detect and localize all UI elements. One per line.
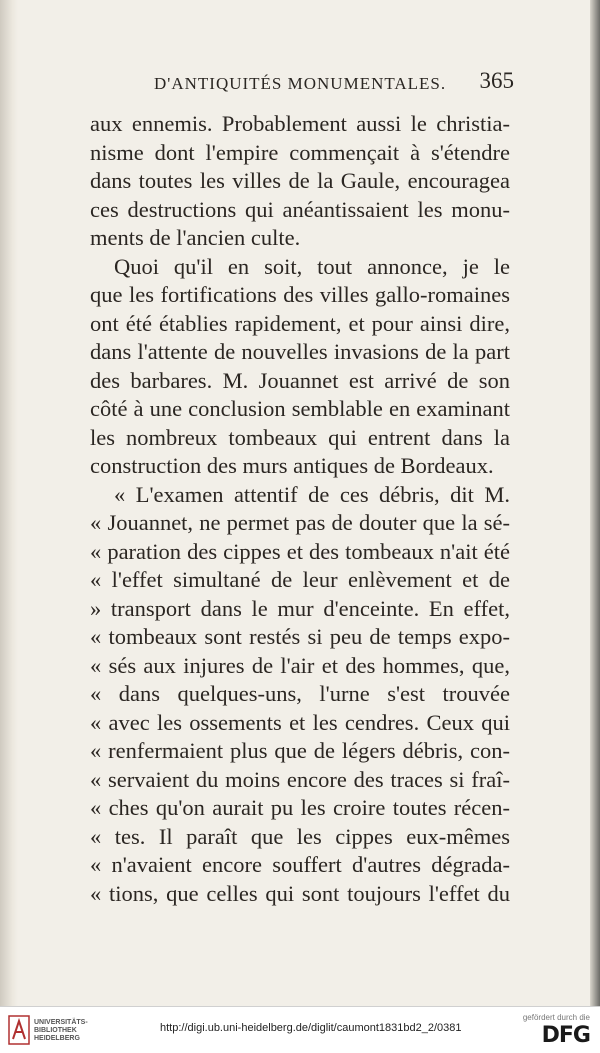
text-line: ces destructions qui anéantissaient les monu- [90, 196, 510, 222]
text-line: « sés aux injures de l'air et des hommes, que, [90, 652, 510, 678]
page-url-link[interactable]: http://digi.ub.uni-heidelberg.de/diglit/caumont1831bd2_2/0381 [160, 1022, 462, 1034]
text-line: « paration des cippes et des tombeaux n'ait été [90, 538, 510, 564]
text-line: « l'effet simultané de leur enlèvement et de [90, 567, 510, 592]
text-line: côté à une conclusion semblable en examinant [90, 396, 510, 421]
text-line: « avec les ossements et les cendres. Ceux qui [90, 709, 510, 735]
text-line: » transport dans le mur d'enceinte. En effet, [90, 595, 510, 621]
running-title: D'ANTIQUITÉS MONUMENTALES. [154, 74, 447, 93]
text-line: dans l'attente de nouvelles invasions de la part [90, 339, 510, 364]
text-line: « servaient du moins encore des traces si fraî- [90, 766, 510, 792]
text-line: que les fortifications des villes gallo-romaines [90, 282, 510, 307]
library-name: UNIVERSITÄTS- BIBLIOTHEK HEIDELBERG [34, 1019, 88, 1042]
text-line: ont été établies rapidement, et pour ainsi dire, [90, 310, 510, 336]
text-line: « tombeaux sont restés si peu de temps expo- [90, 624, 510, 649]
text-line: « tes. Il paraît que les cippes eux-mêmes [90, 823, 510, 849]
text-line: construction des murs antiques de Bordeaux. [90, 453, 494, 478]
text-line: des barbares. M. Jouannet est arrivé de son [90, 367, 510, 393]
text-line: « L'examen attentif de ces débris, dit M. [114, 481, 510, 507]
text-line: les nombreux tombeaux qui entrent dans la [90, 424, 510, 450]
text-line: nisme dont l'empire commençait à s'étendre [90, 139, 510, 165]
page-edge [590, 0, 600, 1006]
running-header [154, 68, 514, 94]
text-line: « n'avaient encore souffert d'autres dégrada- [90, 852, 510, 877]
text-line: aux ennemis. Probablement aussi le christia- [90, 111, 510, 136]
viewer-footer [0, 1006, 600, 1053]
text-line: ments de l'ancien culte. [90, 225, 301, 250]
university-logo-icon [8, 1015, 30, 1045]
text-line: « renfermaient plus que de légers débris, con- [90, 738, 510, 763]
text-line: « Jouannet, ne permet pas de douter que la sé- [90, 510, 510, 535]
dfg-logo: DFG [541, 1023, 590, 1048]
text-line: Quoi qu'il en soit, tout annonce, je le [114, 253, 510, 279]
page-number: 365 [479, 68, 514, 93]
text-line: dans toutes les villes de la Gaule, encouragea [90, 168, 510, 193]
text-line: « tions, que celles qui sont toujours l'effet du [90, 880, 510, 906]
funded-by-label: gefördert durch die [522, 1013, 590, 1022]
body-text [90, 110, 510, 908]
page-gutter [0, 0, 18, 1006]
text-line: « dans quelques-uns, l'urne s'est trouvée [90, 681, 510, 706]
text-line: « ches qu'on aurait pu les croire toutes récen- [90, 795, 510, 820]
